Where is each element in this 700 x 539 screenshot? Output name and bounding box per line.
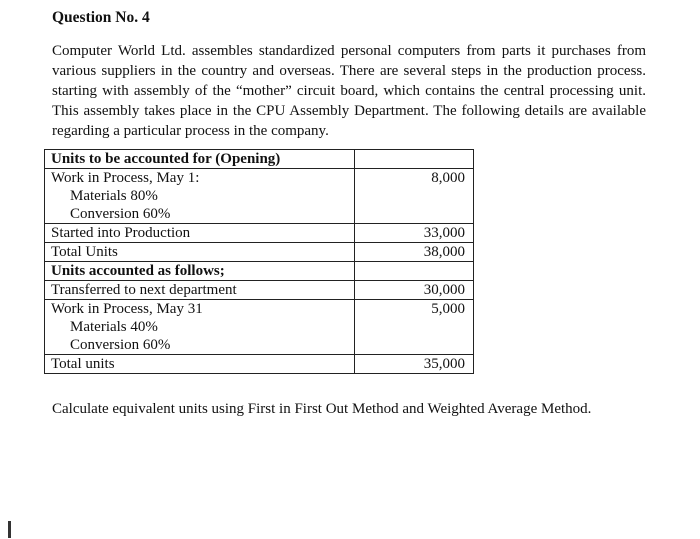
- wip-may31-conversion: Conversion 60%: [45, 336, 355, 355]
- transferred-value: 30,000: [355, 281, 474, 300]
- table-row: [45, 318, 474, 336]
- question-title: Question No. 4: [52, 9, 150, 26]
- total-units-label: Total Units: [45, 243, 355, 262]
- wip-may1-materials: Materials 80%: [45, 187, 355, 205]
- margin-mark: [8, 521, 11, 538]
- accounted-header: Units accounted as follows;: [45, 262, 355, 281]
- started-label: Started into Production: [45, 224, 355, 243]
- table-row: [45, 281, 474, 300]
- wip-may1-label: Work in Process, May 1:: [45, 169, 355, 188]
- total-units-value: 38,000: [355, 243, 474, 262]
- problem-paragraph: Computer World Ltd. assembles standardized personal computers from parts it purchases from various suppliers in the country and overseas. There are several steps in the production process. starting with assembly of the “mother” circuit board, which contains the central processing unit. This assembly takes place in the CPU Assembly Department. The following details are available regarding a particular process in the company.: [52, 43, 646, 139]
- wip-may1-conversion: Conversion 60%: [45, 205, 355, 224]
- table-row: [45, 205, 474, 224]
- total-units-final-value: 35,000: [355, 355, 474, 374]
- wip-may31-materials: Materials 40%: [45, 318, 355, 336]
- started-value: 33,000: [355, 224, 474, 243]
- table-row: [45, 355, 474, 374]
- table-row: [45, 243, 474, 262]
- wip-may1-value: 8,000: [355, 169, 474, 188]
- opening-header: Units to be accounted for (Opening): [45, 150, 355, 169]
- table-row: [45, 150, 474, 169]
- table-row: [45, 187, 474, 205]
- total-units-final-label: Total units: [45, 355, 355, 374]
- table-row: [45, 300, 474, 319]
- wip-may31-label: Work in Process, May 31: [45, 300, 355, 319]
- transferred-label: Transferred to next department: [45, 281, 355, 300]
- table-row: [45, 262, 474, 281]
- instruction-text: Calculate equivalent units using First in First Out Method and Weighted Average Method.: [52, 401, 592, 417]
- units-table: [44, 149, 474, 374]
- table-row: [45, 169, 474, 188]
- wip-may31-value: 5,000: [355, 300, 474, 319]
- table-row: [45, 224, 474, 243]
- table-row: [45, 336, 474, 355]
